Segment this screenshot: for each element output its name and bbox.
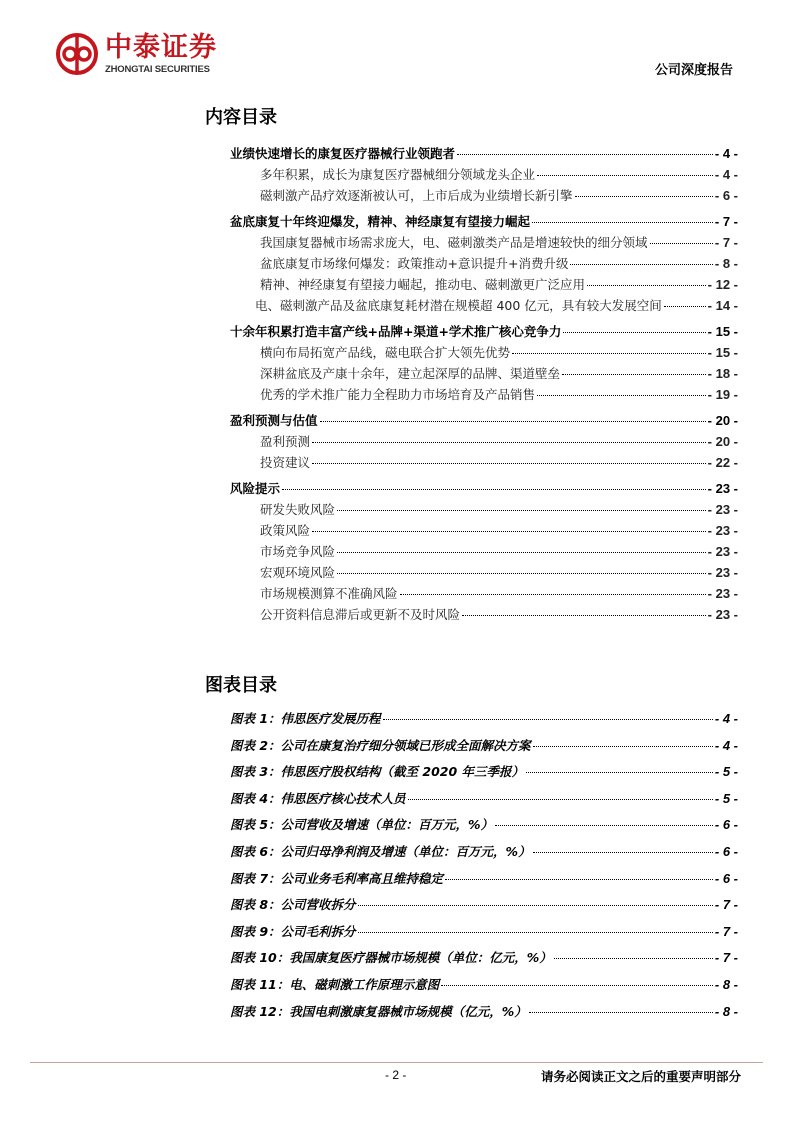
- toc-entry-page: - 6 -: [714, 188, 738, 203]
- figures-entry-page: - 8 -: [714, 1003, 738, 1019]
- toc-entry-label: 盈利预测: [260, 434, 311, 449]
- figures-entry-page: - 5 -: [714, 790, 738, 806]
- page-number: - 2 -: [385, 1068, 407, 1082]
- figures-entry-label: 图表 1：伟思医疗发展历程: [230, 711, 381, 726]
- toc-entry-page: - 23 -: [707, 502, 738, 517]
- toc-entry-label: 多年积累，成长为康复医疗器械细分领域龙头企业: [260, 167, 536, 182]
- dot-leader: [532, 222, 713, 223]
- toc-entry-label: 我国康复器械市场需求庞大，电、磁刺激类产品是增速较快的细分领域: [260, 235, 648, 250]
- toc-entry-label: 业绩快速增长的康复医疗器械行业领跑者: [230, 146, 456, 161]
- toc-entry-label: 盆底康复十年终迎爆发，精神、神经康复有望接力崛起: [230, 214, 531, 229]
- toc-entry-page: - 15 -: [707, 345, 738, 360]
- toc-entry[interactable]: [230, 562, 738, 583]
- toc-entry-label: 盆底康复市场缘何爆发：政策推动+意识提升+消费升级: [260, 256, 569, 271]
- figures-entry-page: - 6 -: [714, 843, 738, 859]
- toc-entry-page: - 22 -: [707, 455, 738, 470]
- figures-entry-label: 图表 11：电、磁刺激工作原理示意图: [230, 976, 440, 992]
- toc-entry-page: - 23 -: [707, 586, 738, 601]
- figures-entry-page: - 6 -: [714, 817, 738, 833]
- figures-entry-page: - 8 -: [714, 976, 738, 992]
- dot-leader: [462, 615, 706, 616]
- footer-disclaimer: 请务必阅读正文之后的重要声明部分: [540, 1069, 741, 1084]
- toc-entry-page: - 23 -: [707, 565, 738, 580]
- figures-entry[interactable]: [230, 733, 738, 760]
- figures-entry-page: - 7 -: [714, 897, 738, 913]
- dot-leader: [495, 825, 713, 826]
- dot-leader: [587, 285, 706, 286]
- dot-leader: [570, 264, 712, 265]
- figures-entry-label: 图表 12：我国电刺激康复器械市场规模（亿元，%）: [230, 1003, 527, 1019]
- figures-entry-page: - 6 -: [714, 870, 738, 886]
- dot-leader: [664, 306, 706, 307]
- dot-leader: [526, 772, 713, 773]
- dot-leader: [312, 463, 706, 464]
- toc-entry[interactable]: [230, 164, 738, 185]
- dot-leader: [312, 442, 706, 443]
- figures-entry[interactable]: [230, 866, 738, 893]
- toc-entry[interactable]: [230, 342, 738, 363]
- toc-entry[interactable]: [230, 143, 738, 164]
- toc-entry-label: 十余年积累打造丰富产线+品牌+渠道+学术推广核心竞争力: [230, 324, 562, 339]
- toc-entry[interactable]: [230, 410, 738, 431]
- dot-leader: [400, 594, 706, 595]
- toc-entry[interactable]: [230, 478, 738, 499]
- toc-entry[interactable]: [230, 499, 738, 520]
- toc-entry-label: 公开资料信息滞后或更新不及时风险: [260, 607, 461, 622]
- toc-entry-page: - 20 -: [707, 434, 738, 449]
- dot-leader: [337, 573, 706, 574]
- logo-chinese-name: 中泰证券: [105, 32, 217, 63]
- toc-entry-label: 风险提示: [230, 481, 281, 496]
- figures-entry[interactable]: [230, 999, 738, 1026]
- figures-entry[interactable]: [230, 839, 738, 866]
- toc-entry[interactable]: [230, 431, 738, 452]
- toc-entry-label: 投资建议: [260, 455, 311, 470]
- dot-leader: [320, 421, 706, 422]
- dot-leader: [512, 353, 706, 354]
- toc-entry[interactable]: [230, 232, 738, 253]
- company-logo: [55, 32, 217, 76]
- toc-entry[interactable]: [230, 211, 738, 232]
- dot-leader: [562, 374, 706, 375]
- dot-leader: [358, 932, 713, 933]
- toc-entry[interactable]: [230, 583, 738, 604]
- dot-leader: [650, 243, 713, 244]
- toc-entry[interactable]: [230, 295, 738, 316]
- toc-entry-label: 政策风险: [260, 523, 311, 538]
- zhongtai-logo-icon: [55, 32, 99, 76]
- figure-list: [230, 706, 738, 1025]
- dot-leader: [554, 958, 713, 959]
- figures-entry[interactable]: [230, 945, 738, 972]
- dot-leader: [383, 719, 713, 720]
- dot-leader: [563, 332, 705, 333]
- toc-entry-label: 磁刺激产品疗效逐渐被认可，上市后成为业绩增长新引擎: [260, 188, 573, 203]
- toc-entry-label: 研发失败风险: [260, 502, 336, 517]
- toc-entry[interactable]: [230, 452, 738, 473]
- footer-divider: [30, 1062, 763, 1063]
- figures-entry[interactable]: [230, 786, 738, 813]
- dot-leader: [575, 196, 713, 197]
- dot-leader: [441, 985, 713, 986]
- toc-entry-label: 深耕盆底及产康十余年，建立起深厚的品牌、渠道壁垒: [260, 366, 561, 381]
- toc-entry-page: - 7 -: [714, 235, 738, 250]
- figures-entry[interactable]: [230, 972, 738, 999]
- figures-entry[interactable]: [230, 919, 738, 946]
- toc-entry-page: - 12 -: [707, 277, 738, 292]
- figures-entry-page: - 5 -: [714, 764, 738, 780]
- toc-entry-label: 横向布局拓宽产品线，磁电联合扩大领先优势: [260, 345, 511, 360]
- toc-entry-page: - 23 -: [707, 544, 738, 559]
- dot-leader: [282, 489, 706, 490]
- dot-leader: [408, 799, 713, 800]
- toc-entry-page: - 15 -: [707, 324, 738, 339]
- toc-entry-page: - 8 -: [714, 256, 738, 271]
- figures-entry-label: 图表 4：伟思医疗核心技术人员: [230, 790, 406, 806]
- dot-leader: [445, 879, 713, 880]
- toc-entry-label: 电、磁刺激产品及盆底康复耗材潜在规模超 400 亿元，具有较大发展空间: [255, 298, 662, 313]
- toc-entry[interactable]: [230, 321, 738, 342]
- dot-leader: [457, 154, 713, 155]
- toc-entry-label: 市场规模测算不准确风险: [260, 586, 398, 601]
- figures-entry-label: 图表 3：伟思医疗股权结构（截至 2020 年三季报）: [230, 764, 525, 780]
- figures-entry-page: - 7 -: [714, 950, 738, 966]
- figures-entry[interactable]: [230, 812, 738, 839]
- figures-entry-page: - 7 -: [714, 923, 738, 939]
- dot-leader: [533, 746, 713, 747]
- table-of-contents: [230, 143, 738, 625]
- toc-entry-page: - 23 -: [707, 523, 738, 538]
- toc-entry-label: 精神、神经康复有望接力崛起，推动电、磁刺激更广泛应用: [260, 277, 586, 292]
- figures-entry-label: 图表 10：我国康复医疗器械市场规模（单位：亿元，%）: [230, 950, 552, 966]
- dot-leader: [312, 531, 706, 532]
- toc-entry-page: - 18 -: [707, 366, 738, 381]
- figures-entry-label: 图表 5：公司营收及增速（单位：百万元，%）: [230, 817, 494, 833]
- toc-title: 内容目录: [205, 107, 277, 128]
- toc-entry[interactable]: [230, 604, 738, 625]
- toc-entry-page: - 7 -: [714, 214, 738, 229]
- dot-leader: [533, 852, 713, 853]
- dot-leader: [337, 510, 706, 511]
- toc-entry-label: 宏观环境风险: [260, 565, 336, 580]
- toc-entry-label: 优秀的学术推广能力全程助力市场培育及产品销售: [260, 387, 536, 402]
- toc-entry[interactable]: [230, 274, 738, 295]
- dot-leader: [358, 905, 713, 906]
- toc-entry-page: - 23 -: [707, 607, 738, 622]
- report-type-label: 公司深度报告: [654, 63, 733, 78]
- figures-entry-label: 图表 9：公司毛利拆分: [230, 923, 356, 939]
- dot-leader: [529, 1012, 713, 1013]
- figures-entry-label: 图表 2：公司在康复治疗细分领域已形成全面解决方案: [230, 737, 531, 753]
- toc-entry-page: - 4 -: [714, 146, 738, 161]
- toc-entry-page: - 19 -: [707, 387, 738, 402]
- toc-entry[interactable]: [230, 185, 738, 206]
- figures-entry-page: - 4 -: [714, 711, 738, 726]
- figures-entry[interactable]: [230, 759, 738, 786]
- toc-entry-page: - 14 -: [707, 298, 738, 313]
- dot-leader: [537, 175, 713, 176]
- dot-leader: [537, 395, 706, 396]
- figures-entry-label: 图表 6：公司归母净利润及增速（单位：百万元，%）: [230, 843, 531, 859]
- toc-entry[interactable]: [230, 363, 738, 384]
- figures-entry[interactable]: [230, 706, 738, 733]
- toc-entry-page: - 4 -: [714, 167, 738, 182]
- toc-entry-label: 市场竞争风险: [260, 544, 336, 559]
- figure-list-title: 图表目录: [205, 675, 277, 696]
- figures-entry-label: 图表 8：公司营收拆分: [230, 897, 356, 913]
- dot-leader: [337, 552, 706, 553]
- figures-entry-label: 图表 7：公司业务毛利率高且维持稳定: [230, 870, 444, 886]
- figures-entry[interactable]: [230, 892, 738, 919]
- figures-entry-page: - 4 -: [714, 737, 738, 753]
- toc-entry[interactable]: [230, 384, 738, 405]
- toc-entry[interactable]: [230, 520, 738, 541]
- toc-entry-page: - 20 -: [707, 413, 738, 428]
- toc-entry-page: - 23 -: [707, 481, 738, 496]
- toc-entry[interactable]: [230, 253, 738, 274]
- toc-entry-label: 盈利预测与估值: [230, 413, 318, 428]
- logo-english-name: ZHONGTAI SECURITIES: [105, 64, 210, 75]
- toc-entry[interactable]: [230, 541, 738, 562]
